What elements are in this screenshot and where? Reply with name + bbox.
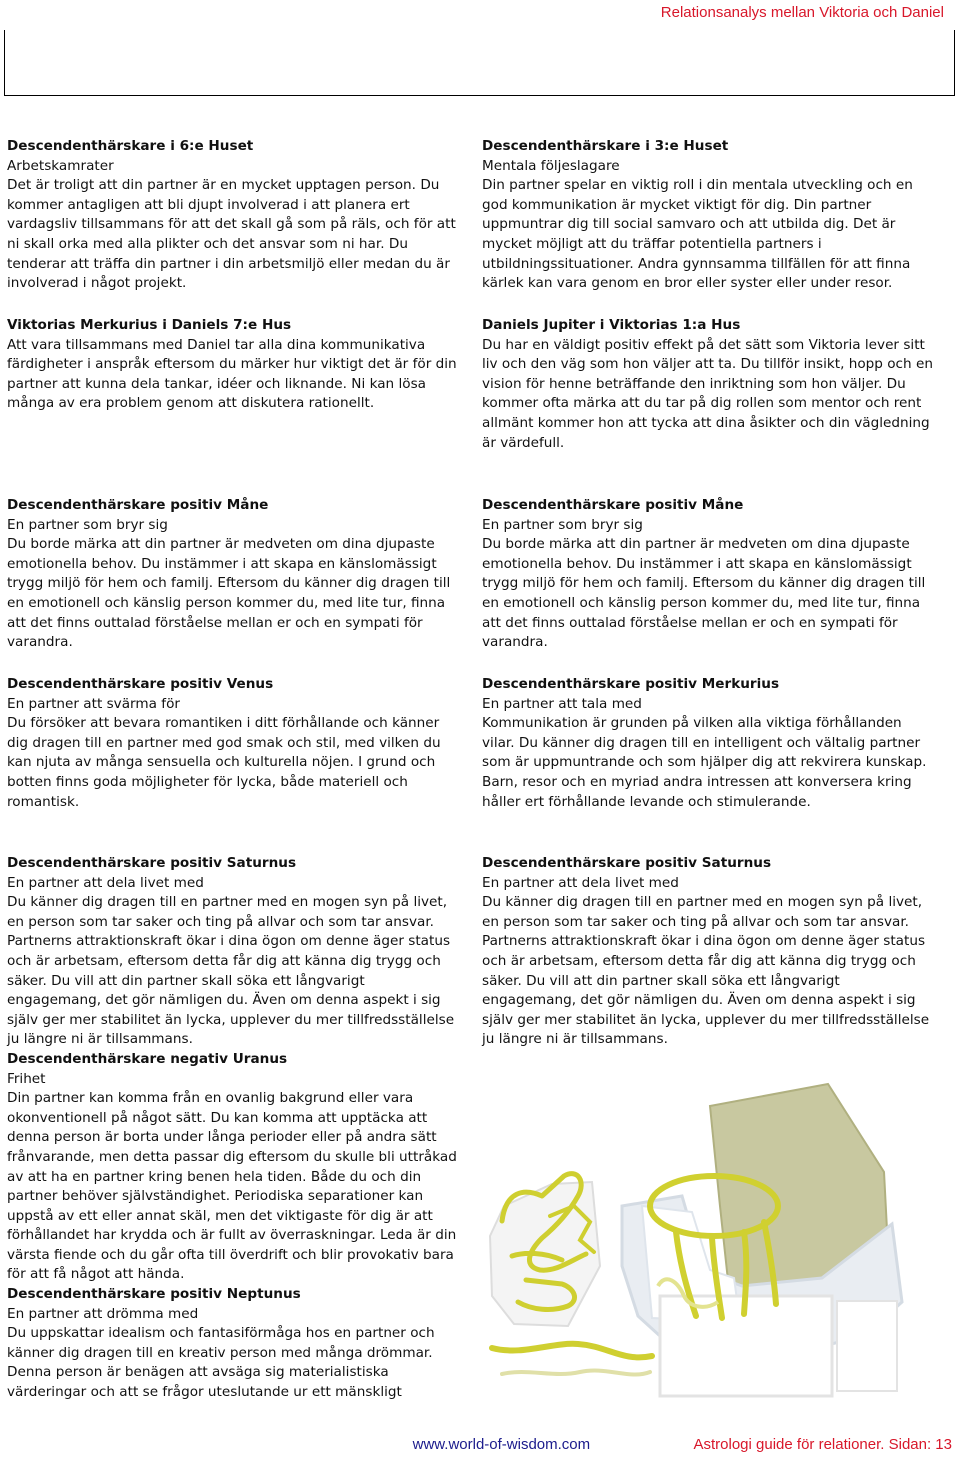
section-subtitle: En partner som bryr sig [7, 516, 168, 533]
section-heading: Descendenthärskare negativ Uranus [7, 1050, 288, 1067]
section-heading: Descendenthärskare positiv Neptunus [7, 1286, 301, 1303]
section-heading: Descendenthärskare positiv Måne [482, 497, 744, 513]
section-body: Du borde märka att din partner är medveten om dina djupaste emotionella behov. Du instämmer i att skapa en känslomässigt trygg miljö för hem och familj. Eftersom du känner dig dragen till en emotionell och känslig person kommer du, med lite tur, finna att det finns outtalad förståelse mellan er och en sympati för varandra. [7, 536, 451, 651]
section-body: Du känner dig dragen till en partner med en mogen syn på livet, en person som tar saker och ting på allvar och som tar ansvar. Partnerns attraktionskraft ökar i dina ögon om denne äger status och är arbetsam, eftersom detta får dig att känna dig trygg och säker. Du vill att din partner skall söka ett långvarigt engagemang, det gör nämligen du. Även om denna aspekt i sig själv ger mer stabilitet än lycka, upplever du mer tillfredsställelse ju längre ni är tillsammans. [7, 894, 455, 1048]
section-daniel-jupiter-1st [482, 316, 938, 453]
section-subtitle: En partner att drömma med [7, 1305, 199, 1322]
section-heading: Daniels Jupiter i Viktorias 1:a Hus [482, 317, 741, 333]
section-body: Din partner spelar en viktig roll i din mentala utveckling och en god kommunikation är mycket viktigt för dig. Din partner uppmuntrar dig till social samvaro och att utbilda dig. Det är mycket möjligt att du träffar potentiella partners i utbildningssituationer. Andra gynnsamma tillfällen för att finna kärlek kan vara genom en bror eller syster eller under resor. [482, 177, 913, 292]
page-title: Relationsanalys mellan Viktoria och Daniel [660, 4, 944, 21]
section-subtitle: En partner att dela livet med [482, 874, 679, 891]
section-heading: Descendenthärskare positiv Måne [7, 497, 269, 513]
section-body: Du känner dig dragen till en partner med en mogen syn på livet, en person som tar saker och ting på allvar och som tar ansvar. Partnerns attraktionskraft ökar i dina ögon om denne äger status och är arbetsam, eftersom detta får dig att känna dig trygg och säker. Du vill att din partner skall söka ett långvarigt engagemang, det gör nämligen du. Även om denna aspekt i sig själv ger mer stabilitet än lycka, upplever du mer tillfredsställelse ju längre ni är tillsammans. [482, 894, 930, 1048]
section-right-mercury [482, 675, 938, 812]
section-viktoria-mercury-7th [7, 316, 463, 414]
section-body: Det är troligt att din partner är en mycket upptagen person. Du kommer antagligen att bli djupt involverad i att planera ert vardagsliv tillsammans för att det skall gå som på räls, och för att ni skall orka med alla plikter och det ansvar som ni har. Du tenderar att träffa din partner i din arbetsmiljö eller medan du är involverad i något projekt. [7, 177, 456, 292]
section-left-moon [7, 496, 463, 653]
section-heading: Descendenthärskare positiv Saturnus [7, 855, 297, 871]
section-body: Kommunikation är grunden på vilken alla viktiga förhållanden vilar. Du känner dig dragen till en intelligent och vältalig partner som är uppmuntrande och som hjälper dig att rekvirera kunskap. Barn, resor och en myriad andra intressen att konversera kring håller ert förhållande levande och stimulerande. [482, 715, 927, 810]
section-body: Du har en väldigt positiv effekt på det sätt som Viktoria lever sitt liv och den väg som hon väljer att ta. Du tillför insikt, hopp och en vision för henne beträffande den inriktning som hon väljer. Du kommer ofta märka att du tar på dig rollen som mentor och rent allmänt kommer hon att tycka att dina åsikter och din vägledning är värdefull. [482, 336, 933, 451]
section-left-venus [7, 675, 463, 812]
section-subtitle: En partner att tala med [482, 695, 642, 712]
section-descendent-6th-house [7, 137, 463, 294]
section-body: Du försöker att bevara romantiken i ditt förhållande och känner dig dragen till en partner med god smak och stil, med vilken du kan njuta av många sensuella och kulturella nöjen. I grund och botten finns goda möjligheter för lycka, både materiell och romantisk. [7, 715, 441, 810]
abstract-drawing-image [482, 1056, 930, 1402]
section-heading: Viktorias Merkurius i Daniels 7:e Hus [7, 317, 292, 333]
section-body: Din partner kan komma från en ovanlig bakgrund eller vara okonventionell på något sätt. Du kan komma att upptäcka att denna person är borta under långa perioder eller på andra sätt frånvarande, men detta passar dig eftersom du skulle bli uttråkad av att ha en partner kring benen hela tiden. Både du och din partner behöver självständighet. Periodiska separationer kan uppstå av ett eller annat skäl, men det viktigaste för dig är att förhållandet har krydda och är fullt av överraskningar. Leda är din värsta fiende och du går ofta till överdrift och blir provokativ bara för att få något att hända. [7, 1090, 457, 1283]
section-heading: Descendenthärskare positiv Saturnus [482, 855, 772, 871]
section-subtitle: Frihet [7, 1070, 46, 1087]
section-subtitle: Arbetskamrater [7, 157, 114, 174]
section-subtitle: En partner som bryr sig [482, 516, 643, 533]
section-heading: Descendenthärskare i 3:e Huset [482, 138, 729, 154]
section-body: Att vara tillsammans med Daniel tar alla dina kommunikativa färdigheter i anspråk eftersom du märker hur viktigt det är för din partner att kunna dela tankar, idéer och liknande. Ni kan lösa många av era problem genom att diskutera rationellt. [7, 336, 457, 412]
section-heading: Descendenthärskare positiv Venus [7, 676, 274, 692]
section-right-moon [482, 496, 938, 653]
section-subtitle: En partner att dela livet med [7, 874, 204, 891]
footer-guide-text: Astrologi guide för relationer. Sidan: 13 [693, 1436, 952, 1453]
section-left-saturn-uranus-neptune [7, 854, 463, 1403]
page-footer [413, 1436, 952, 1453]
footer-site-link[interactable]: www.world-of-wisdom.com [412, 1436, 591, 1453]
section-right-saturn [482, 854, 938, 1050]
header-frame [4, 30, 955, 96]
section-heading: Descendenthärskare positiv Merkurius [482, 676, 780, 692]
section-subtitle: Mentala följeslagare [482, 157, 620, 174]
section-body: Du uppskattar idealism och fantasiförmåga hos en partner och känner dig dragen till en kreativ person med många drömmar. Denna person är benägen att avsäga sig materialistiska värderingar och att se frågor uteslutande ur ett mänskligt [7, 1325, 435, 1401]
section-subtitle: En partner att svärma för [7, 695, 180, 712]
section-body: Du borde märka att din partner är medveten om dina djupaste emotionella behov. Du instämmer i att skapa en känslomässigt trygg miljö för hem och familj. Eftersom du känner dig dragen till en emotionell och känslig person kommer du, med lite tur, finna att det finns outtalad förståelse mellan er och en sympati för varandra. [482, 536, 926, 651]
section-heading: Descendenthärskare i 6:e Huset [7, 138, 254, 154]
section-descendent-3rd-house [482, 137, 938, 294]
